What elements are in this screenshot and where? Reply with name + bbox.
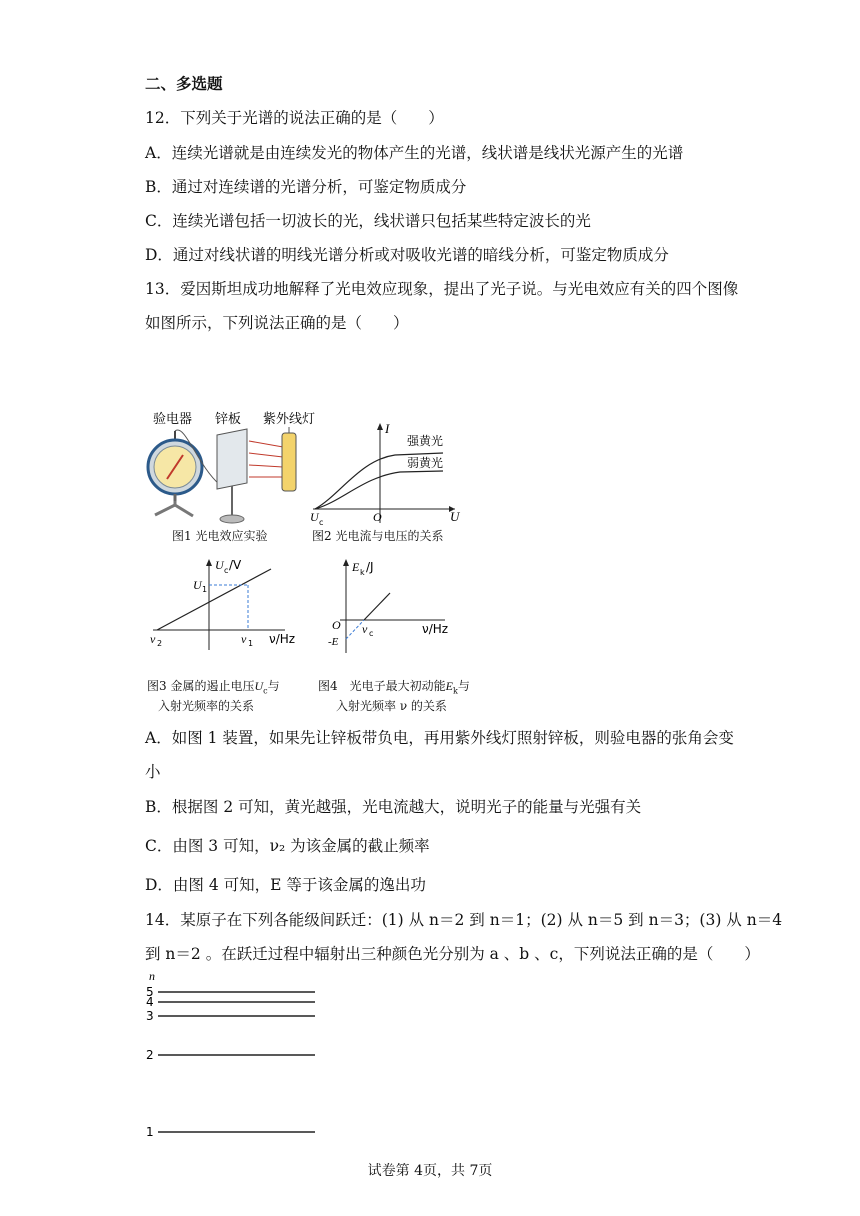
figure-1-caption: 图1 光电效应实验: [172, 529, 268, 543]
q13-option-a-cont: 小: [145, 763, 161, 781]
figure-2: [305, 415, 465, 530]
uv-lamp-label: 紫外线灯: [263, 412, 316, 427]
q13-option-b: B．根据图 2 可知，黄光越强，光电流越大，说明光子的能量与光强有关: [145, 798, 642, 816]
figure-4: [320, 555, 450, 655]
q13-stem-line1: 13．爱因斯坦成功地解释了光电效应现象，提出了光子说。与光电效应有关的四个图像: [145, 280, 739, 298]
weak-light-curve: [315, 471, 443, 509]
q12-option-c: C．连续光谱包括一切波长的光，线状谱只包括某些特定波长的光: [145, 212, 591, 230]
fig4-y-label: E: [352, 560, 360, 574]
fig4-vc-sub: c: [369, 629, 374, 638]
electroscope-icon: [148, 431, 202, 516]
fig3-x-label: ν/Hz: [269, 632, 296, 646]
q13-option-c: C．由图 3 可知，ν₂ 为该金属的截止频率: [145, 837, 430, 855]
q12-stem: 12．下列关于光谱的说法正确的是（ ）: [145, 109, 444, 127]
uv-lamp-icon: [282, 427, 296, 491]
figure-4-caption-line1: 图4 光电子最大初动能$E_k$与: [318, 679, 470, 696]
section-title: 二、多选题: [145, 74, 223, 93]
electroscope-label: 验电器: [153, 412, 193, 427]
fig2-y-label: I: [385, 421, 390, 436]
fig4-line: [364, 593, 390, 620]
q13-stem-line2: 如图所示，下列说法正确的是（ ）: [145, 314, 409, 332]
q14-stem-line1: 14．某原子在下列各能级间跃迁：(1) 从 n＝2 到 n＝1；(2) 从 n＝5 到 n＝3；(3) 从 n＝4: [145, 911, 783, 929]
figure-1: [145, 405, 316, 545]
levels-axis-label: n: [149, 969, 155, 983]
fig3-y-label: U: [215, 558, 224, 572]
fig4-y-sub: k: [360, 568, 365, 577]
fig3-line: [157, 569, 271, 630]
zinc-plate-icon: [217, 429, 247, 523]
fig4-neg-e: -E: [328, 636, 339, 648]
q13-option-a: A．如图 1 装置，如果先让锌板带负电，再用紫外线灯照射锌板，则验电器的张角会变: [145, 729, 734, 747]
uv-rays: [249, 441, 283, 477]
q12-option-a: A．连续光谱就是由连续发光的物体产生的光谱，线状谱是线状光源产生的光谱: [145, 144, 684, 162]
fig2-x-label: U: [450, 509, 460, 524]
fig3-v2-sub: 2: [157, 639, 163, 648]
level-label-2: 2: [146, 1048, 154, 1062]
level-label-5: 5: [146, 985, 154, 999]
fig3-v1-label: ν: [241, 632, 247, 646]
zinc-plate-label: 锌板: [215, 412, 242, 427]
fig3-v1-sub: 1: [248, 639, 254, 648]
fig3-y-sub: c: [224, 566, 229, 575]
q14-stem-line2: 到 n＝2 。在跃迁过程中辐射出三种颜色光分别为 a 、b 、c，下列说法正确的是（ ）: [145, 945, 760, 963]
fig4-x-label: ν/Hz: [422, 622, 449, 636]
figure-3: [145, 555, 305, 655]
figure-3-caption-line1: 图3 金属的遏止电压$U_c$与: [147, 679, 280, 696]
figure-2-caption: 图2 光电流与电压的关系: [312, 529, 444, 543]
energy-level-diagram: [140, 966, 330, 1146]
figure-3-caption-line2: 入射光频率的关系: [158, 699, 255, 713]
level-label-4: 4: [146, 995, 154, 1009]
figure-4-caption-line2: 入射光频率 ν 的关系: [336, 699, 447, 713]
strong-light-label: 强黄光: [407, 434, 444, 448]
fig3-v2-label: ν: [150, 632, 156, 646]
level-label-1: 1: [146, 1125, 154, 1139]
q12-option-b: B．通过对连续谱的光谱分析，可鉴定物质成分: [145, 178, 467, 196]
fig2-uc-label: U: [310, 510, 319, 524]
fig4-origin: O: [332, 618, 341, 632]
fig3-u1-label: U: [193, 578, 202, 592]
fig3-y-unit: /V: [229, 558, 242, 572]
fig4-y-unit: /J: [366, 560, 374, 574]
fig2-uc-sub: c: [319, 518, 324, 527]
fig2-origin: O: [373, 510, 382, 524]
weak-light-label: 弱黄光: [407, 456, 444, 470]
fig3-u1-sub: 1: [202, 585, 208, 594]
q12-option-d: D．通过对线状谱的明线光谱分析或对吸收光谱的暗线分析，可鉴定物质成分: [145, 246, 669, 264]
q13-option-d: D．由图 4 可知，E 等于该金属的逸出功: [145, 876, 426, 894]
level-label-3: 3: [146, 1009, 154, 1023]
page-footer: 试卷第 4页，共 7页: [367, 1163, 493, 1179]
fig4-vc-label: ν: [362, 622, 368, 636]
